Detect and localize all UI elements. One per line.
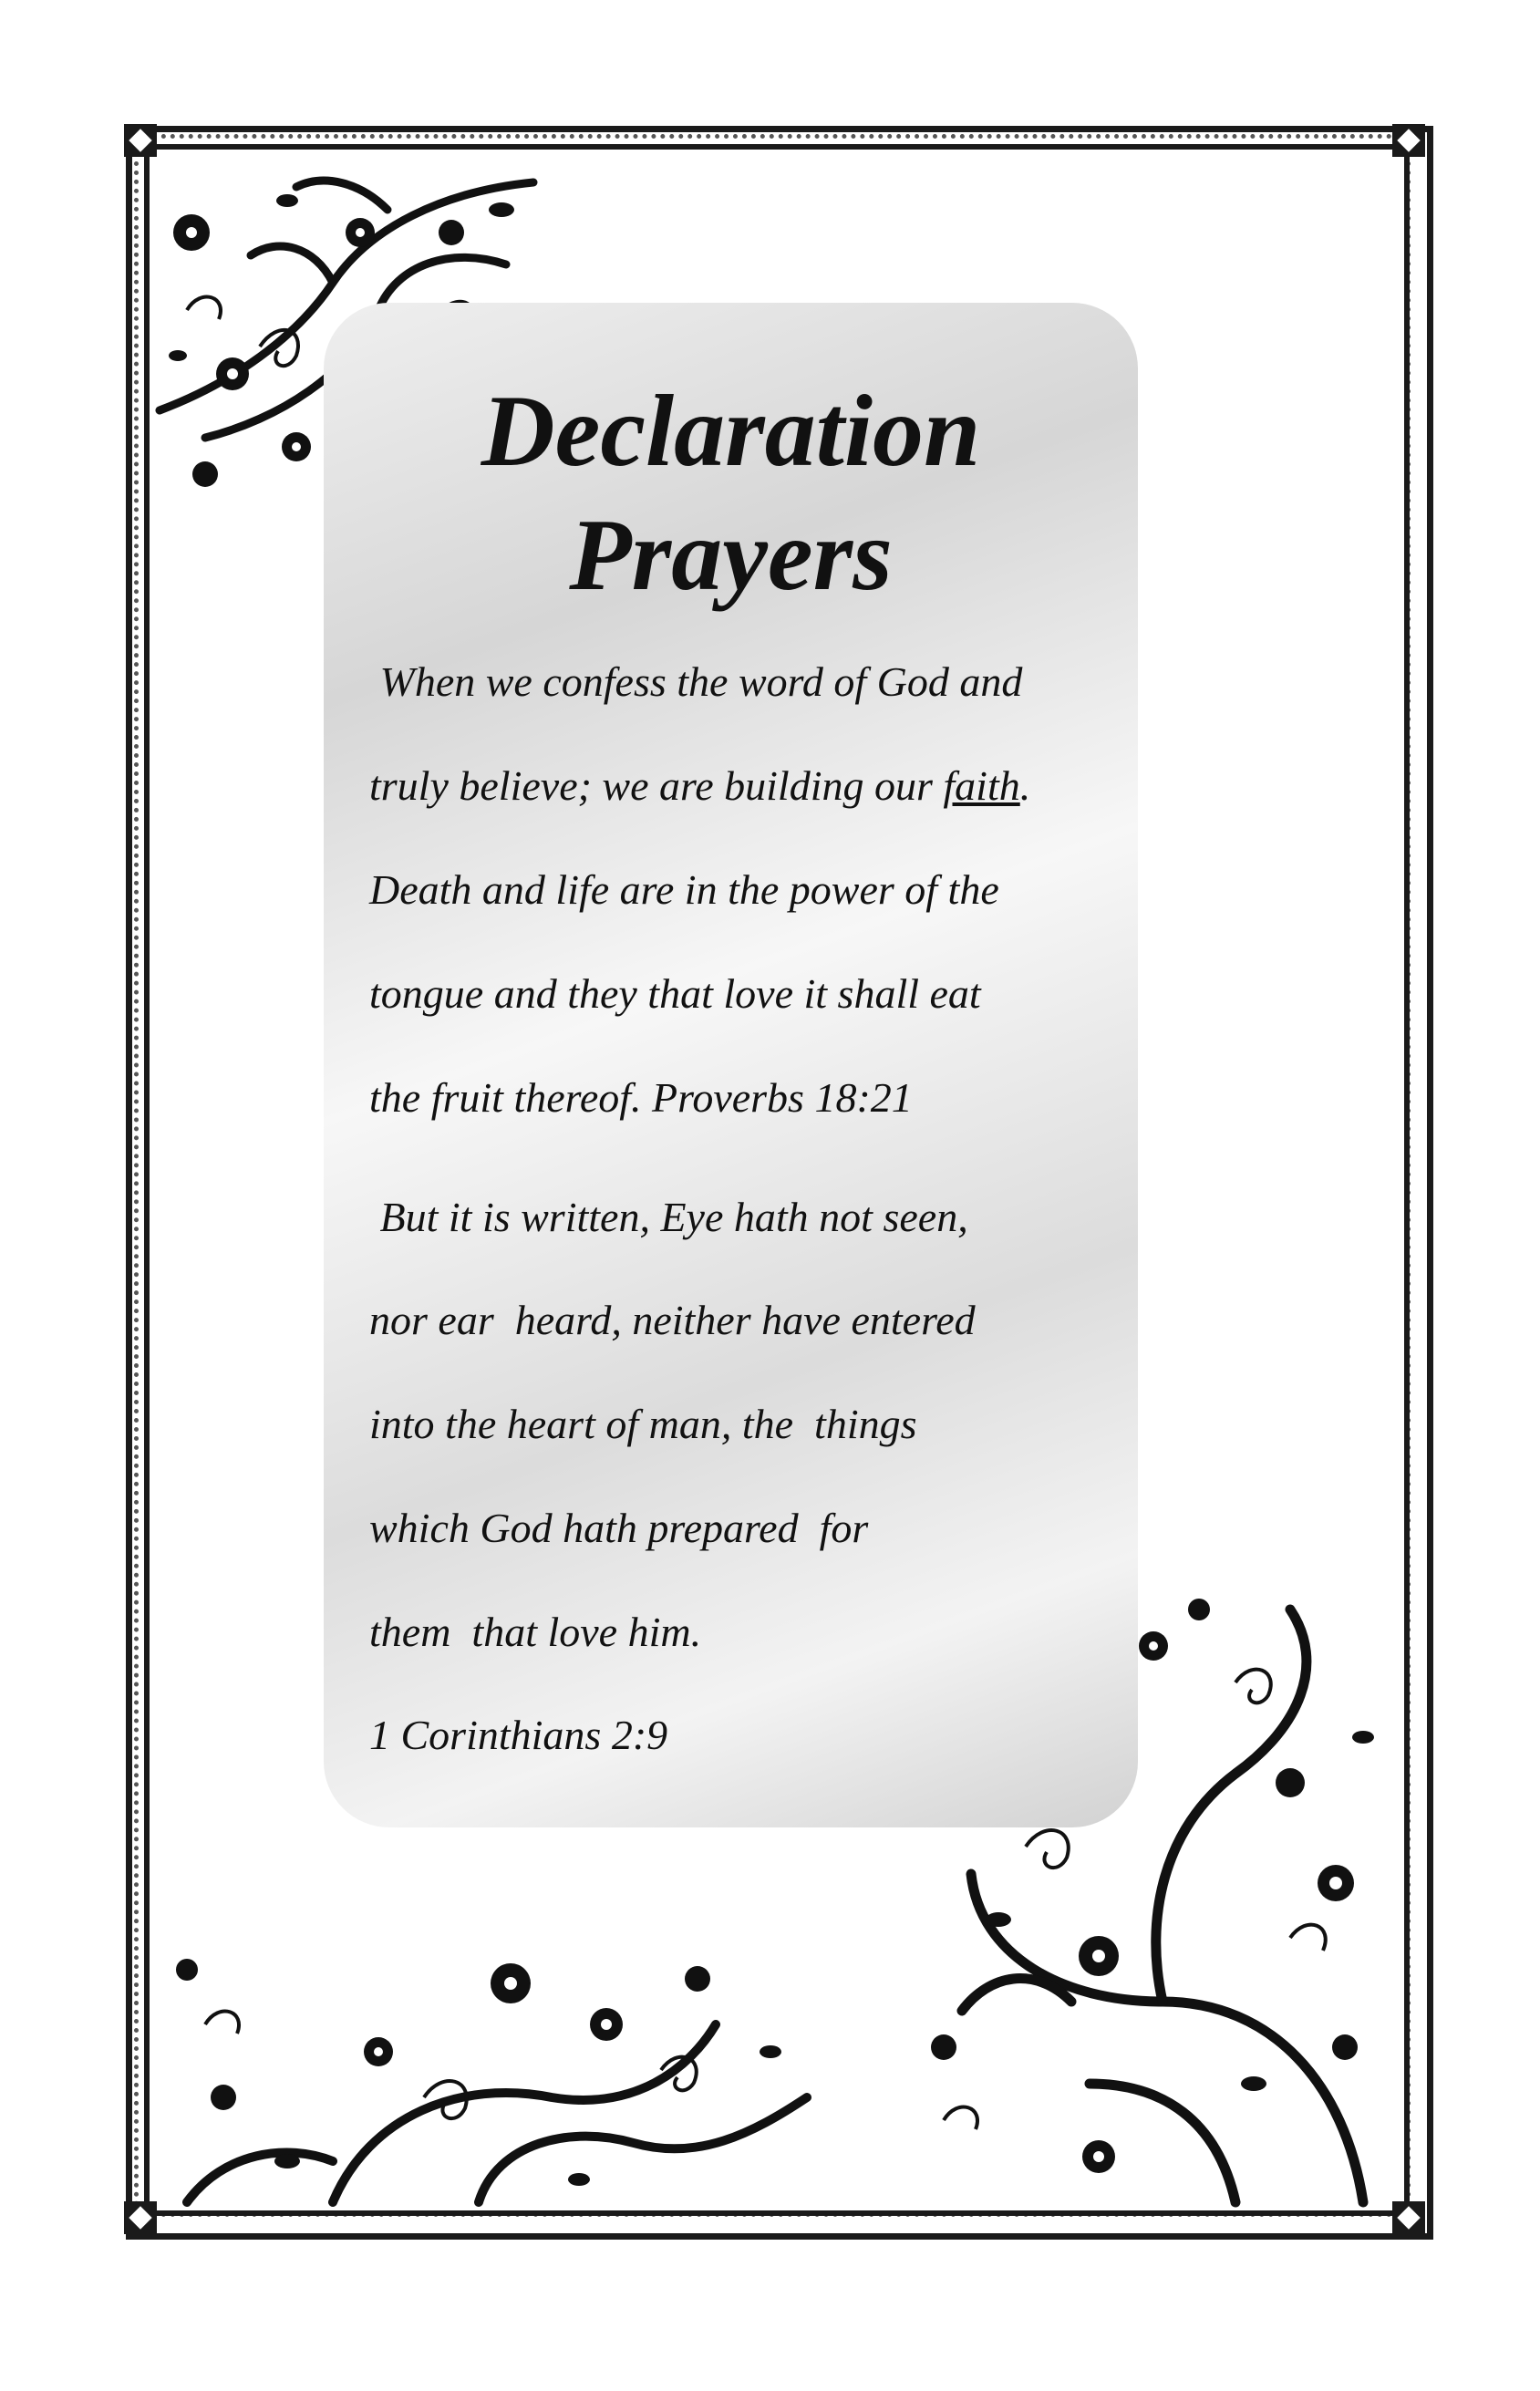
paragraph1-line4: tongue and they that love it shall eat	[369, 970, 981, 1017]
title-line-2: Prayers	[569, 499, 893, 612]
scripture-reference: 1 Corinthians 2:9	[369, 1712, 668, 1758]
paragraph1-line3: Death and life are in the power of the	[369, 866, 999, 913]
paragraph1-line2	[369, 761, 1030, 812]
paragraph2-line3: into the heart of man, the things	[369, 1401, 917, 1447]
page-title	[324, 369, 1138, 617]
faith-word: faith	[943, 762, 1020, 809]
paragraph1-line5: the fruit thereof. Proverbs 18:21	[369, 1074, 913, 1121]
paragraph2-line5: them that love him.	[369, 1609, 702, 1655]
title-line-1: Declaration	[481, 375, 981, 488]
paragraph1-line2-start: truly believe; we are building our	[369, 762, 944, 809]
floral-swirl-bottom-left	[150, 1915, 843, 2207]
paragraph1-line2-end: .	[1019, 762, 1031, 809]
paragraph2-line2: nor ear heard, neither have entered	[369, 1297, 976, 1343]
paragraph2-line1: But it is written, Eye hath not seen,	[369, 1194, 968, 1240]
paragraph1-line1: When we confess the word of God and	[369, 658, 1023, 705]
paragraph2-line4: which God hath prepared for	[369, 1505, 869, 1551]
corner-ornament-top-right	[1392, 124, 1425, 157]
